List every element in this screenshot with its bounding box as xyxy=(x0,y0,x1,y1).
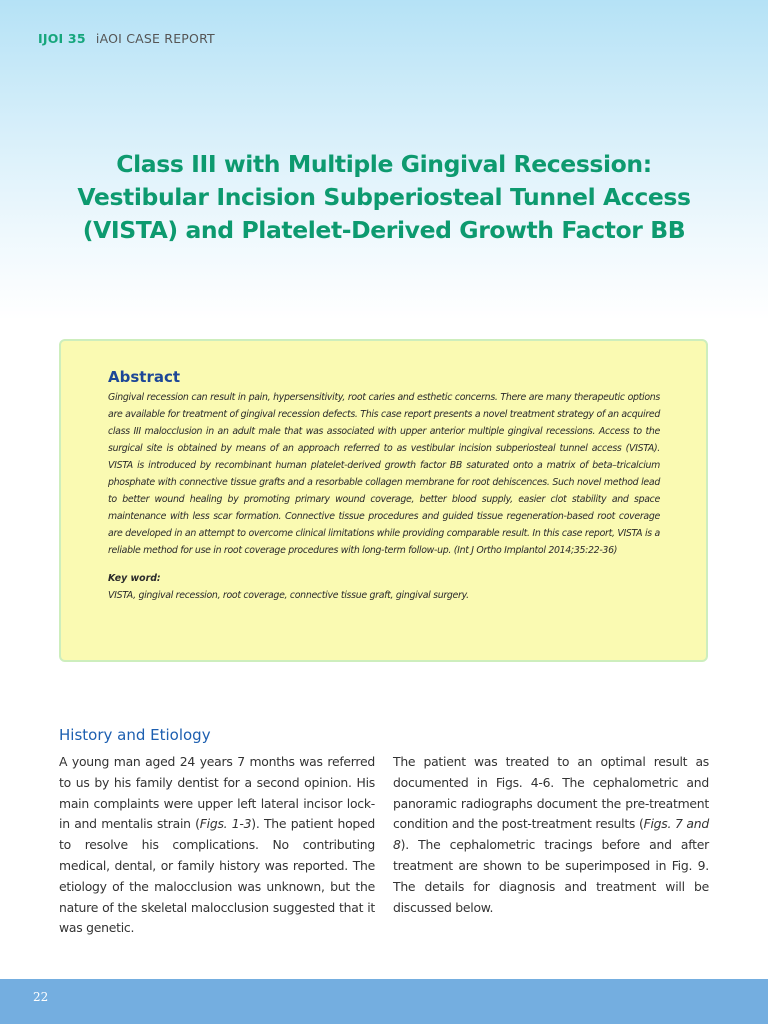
right-paragraph-part-2: ). The cephalometric tracings before and after treatment are shown to be superimposed in Fig. 9. The details for diagnosis and treatment will be discussed below. xyxy=(393,837,709,915)
title-line-3: (VISTA) and Platelet-Derived Growth Factor BB xyxy=(82,216,686,244)
page-number: 22 xyxy=(33,990,49,1004)
section-heading: History and Etiology xyxy=(59,726,211,744)
running-header xyxy=(38,31,215,46)
section-label: iAOI CASE REPORT xyxy=(95,31,215,46)
keyword-list: VISTA, gingival recession, root coverage, connective tissue graft, gingival surgery. xyxy=(108,590,469,601)
title-line-1: Class III with Multiple Gingival Recession: xyxy=(116,150,652,178)
title-line-2: Vestibular Incision Subperiosteal Tunnel Access xyxy=(77,183,691,211)
left-paragraph-part-1: A young man aged 24 years 7 months was referred to us by his family dentist for a second opinion. His main complaints were upper left lateral incisor lock-in and mentalis strain ( xyxy=(59,754,375,832)
abstract-text: Gingival recession can result in pain, hypersensitivity, root caries and esthetic concerns. There are many therapeutic options are available for treatment of gingival recession defects. This case report presents a novel treatment strategy of an acquired class III malocclusion in an adult male that was associated with upper anterior multiple gingival recessions. Access to the surgical site is obtained by means of an approach referred to as vestibular incision subperiosteal tunnel access (VISTA). VISTA is introduced by recombinant human platelet-derived growth factor BB saturated onto a matrix of beta–tricalcium phosphate with connective tissue grafts and a resorbable collagen membrane for root dehiscences. Such novel method lead to better wound healing by promoting primary wound coverage, better blood supply, easier clot stability and space maintenance with less scar formation. Connective tissue procedures and guided tissue regeneration-based root coverage are developed in an attempt to overcome clinical limitations while providing comparable result. In this case report, VISTA is a reliable method for use in root coverage procedures with long-term follow-up. (Int J Ortho Implantol 2014;35:22-36) xyxy=(108,392,660,556)
journal-label: IJOI 35 xyxy=(38,31,86,46)
footer-bar xyxy=(0,979,768,1024)
body-column-left xyxy=(59,752,375,939)
figure-reference: Figs. 1-3 xyxy=(199,816,252,832)
right-paragraph-part-1: The patient was treated to an optimal result as documented in Figs. 4-6. The cephalometric and panoramic radiographs document the pre-treatment condition and the post-treatment results ( xyxy=(393,754,709,832)
body-column-right xyxy=(393,752,709,918)
keyword-heading: Key word: xyxy=(108,573,161,584)
figure-reference: Figs. 7 and 8 xyxy=(393,816,709,853)
left-paragraph-part-2: ). The patient hoped to resolve his complications. No contributing medical, dental, or family history was reported. The etiology of the malocclusion was unknown, but the nature of the skeletal malocclusion suggested that it was genetic. xyxy=(59,816,375,936)
abstract-box xyxy=(59,339,708,662)
abstract-heading: Abstract xyxy=(108,368,181,386)
article-title xyxy=(40,148,728,247)
